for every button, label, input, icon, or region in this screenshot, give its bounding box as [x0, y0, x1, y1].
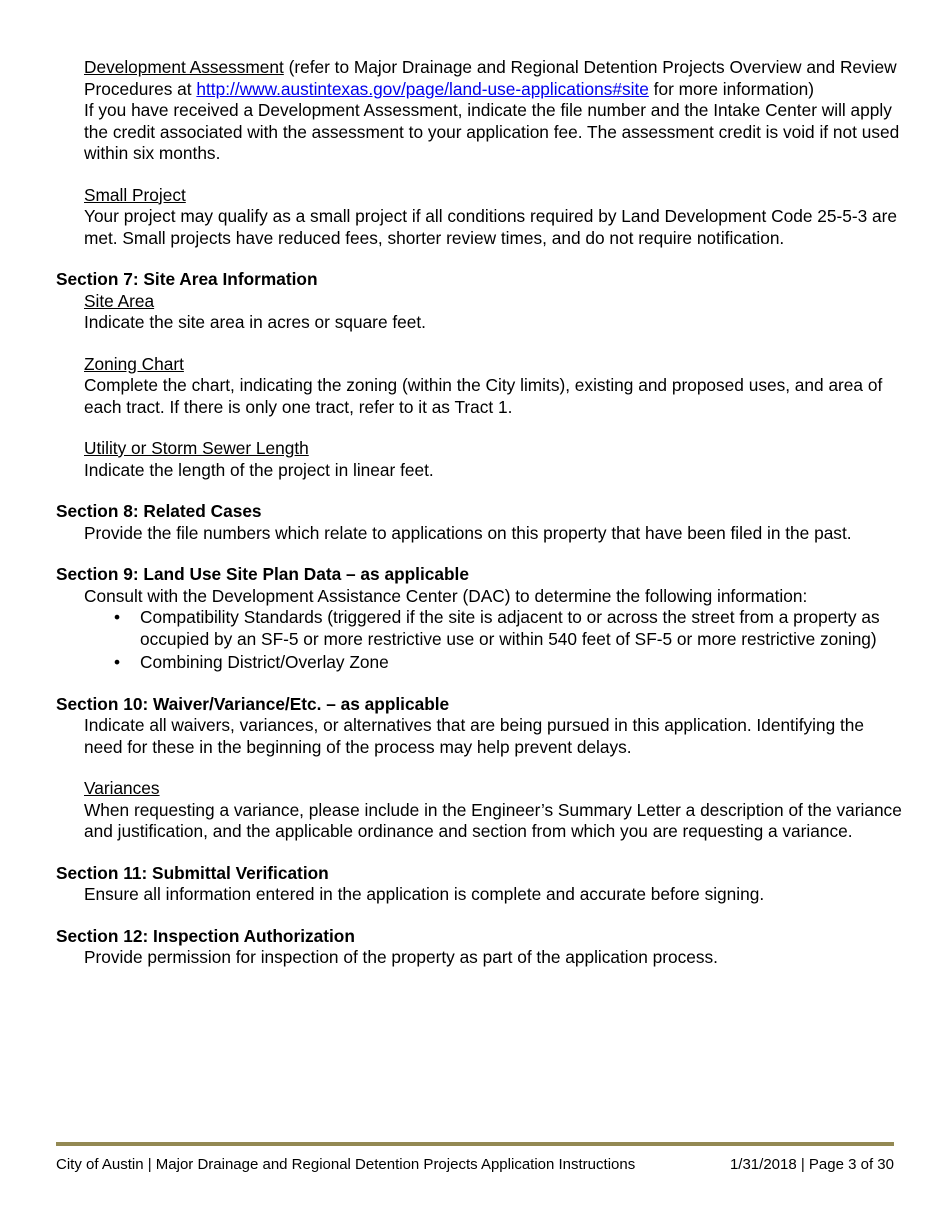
site-area-body: Indicate the site area in acres or square feet. [84, 312, 426, 332]
zoning-chart-title: Zoning Chart [84, 353, 184, 374]
site-area-block [84, 291, 906, 334]
small-project-block [84, 185, 906, 250]
section-9-bullet-list [84, 607, 906, 674]
zoning-chart-block [84, 354, 906, 419]
page-footer [56, 1156, 894, 1174]
page-content [56, 57, 906, 969]
section-11-heading: Section 11: Submittal Verification [56, 862, 329, 883]
small-project-title: Small Project [84, 184, 186, 205]
footer-document-title: City of Austin | Major Drainage and Regional Detention Projects Application Instructions [56, 1156, 636, 1173]
section-8-heading: Section 8: Related Cases [56, 501, 262, 521]
section-10-body: Indicate all waivers, variances, or alternatives that are being pursued in this application. Identifying the need for these in the beginning of the process may help prevent delays. [84, 715, 865, 757]
utility-length-block [84, 438, 906, 481]
zoning-chart-body: Complete the chart, indicating the zoning (within the City limits), existing and proposed uses, and area of each tract. If there is only one tract, refer to it as Tract 1. [84, 375, 883, 417]
section-12-body: Provide permission for inspection of the property as part of the application process. [84, 947, 718, 967]
dev-assessment-intro-text: (refer to Major Drainage and Regional Detention Projects Overview and Review Procedures at [84, 57, 897, 99]
variances-body: When requesting a variance, please include in the Engineer’s Summary Letter a description of the variance and justification, and the applicable ordinance and section from which you are requesting a variance. [84, 799, 902, 841]
utility-length-title: Utility or Storm Sewer Length [84, 438, 309, 458]
dev-assessment-intro-tail: for more information) [648, 78, 815, 99]
utility-length-body: Indicate the length of the project in linear feet. [84, 459, 434, 480]
section-11-body: Ensure all information entered in the application is complete and accurate before signing. [84, 884, 765, 904]
dev-assessment-body: If you have received a Development Assessment, indicate the file number and the Intake Center will apply the credit associated with the assessment to your application fee. The assessment credit is void if not used within six months. [84, 100, 900, 163]
variances-title: Variances [84, 778, 160, 798]
land-use-applications-link[interactable]: http://www.austintexas.gov/page/land-use-applications#site [196, 78, 649, 99]
variances-block [84, 778, 906, 843]
footer-date-page-number: 1/31/2018 | Page 3 of 30 [729, 1156, 894, 1173]
section-8-body: Provide the file numbers which relate to applications on this property that have been filed in the past. [84, 522, 852, 543]
footer-divider [56, 1142, 894, 1146]
list-item: • Combining District/Overlay Zone [140, 652, 906, 674]
dev-assessment-intro [84, 57, 906, 100]
site-area-title: Site Area [84, 290, 155, 311]
dev-assessment-title: Development Assessment [84, 57, 284, 77]
section-9-body: Consult with the Development Assistance Center (DAC) to determine the following information: [84, 585, 808, 606]
section-7-heading: Section 7: Site Area Information [56, 269, 318, 289]
section-10-heading: Section 10: Waiver/Variance/Etc. – as applicable [56, 693, 450, 714]
section-12-heading: Section 12: Inspection Authorization [56, 925, 355, 946]
section-9-heading: Section 9: Land Use Site Plan Data – as applicable [56, 564, 469, 584]
dev-assessment-block [84, 57, 906, 165]
list-item: • Compatibility Standards (triggered if the site is adjacent to or across the street from a property as occupied by an SF-5 or more restrictive use or within 540 feet of SF-5 or more restrictive zoning) [140, 607, 906, 650]
small-project-body: Your project may qualify as a small project if all conditions required by Land Development Code 25-5-3 are met. Small projects have reduced fees, shorter review times, and do not require notification. [84, 206, 897, 248]
